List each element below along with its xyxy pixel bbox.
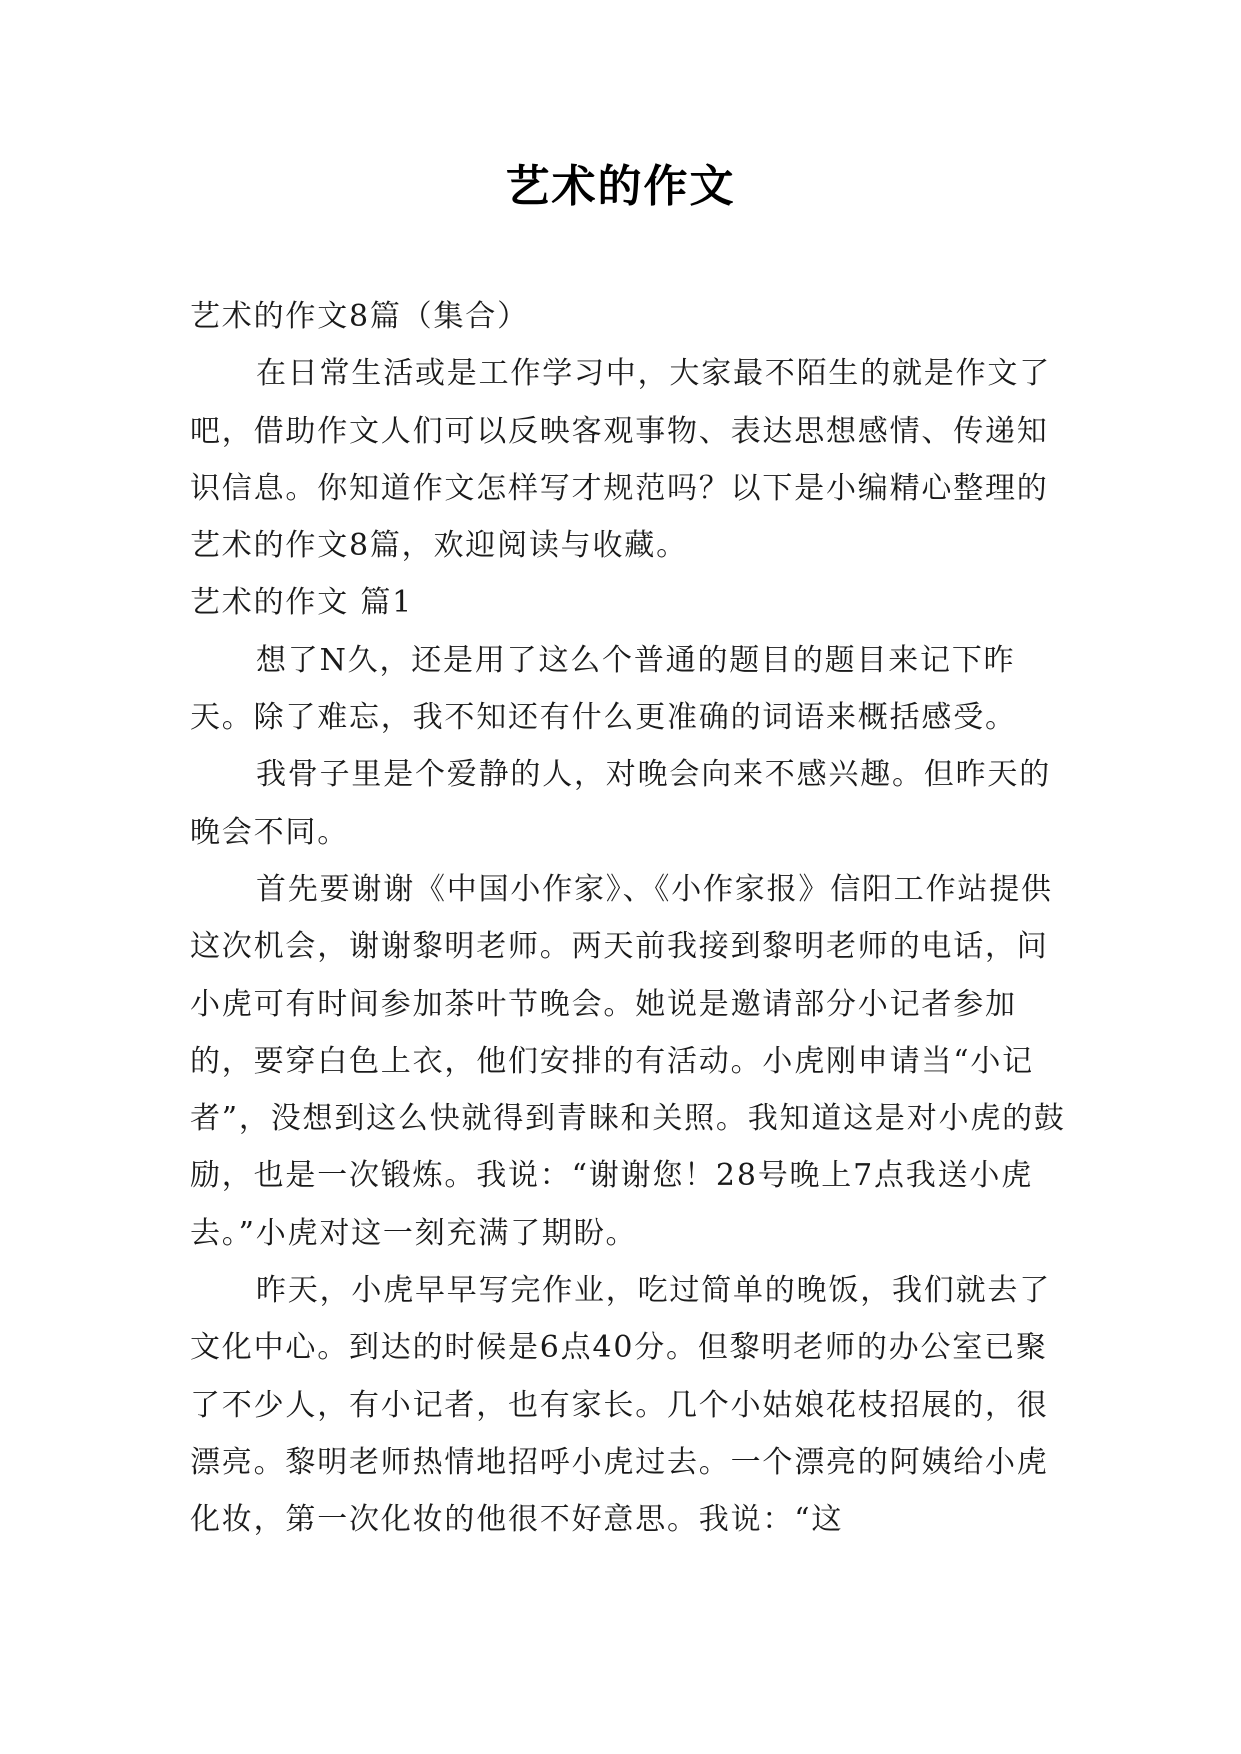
paragraph: 昨天，小虎早早写完作业，吃过简单的晚饭，我们就去了文化中心。到达的时候是6点40分。但黎明老师的办公室已聚了不少人，有小记者，也有家长。几个小姑娘花枝招展的，很漂亮。黎明老师热情地招呼小虎过去。一个漂亮的阿姨给小虎化妆，第一次化妆的他很不好意思。我说：“这	[190, 1273, 1051, 1538]
section-heading: 艺术的作文 篇1	[190, 585, 414, 621]
paragraph: 我骨子里是个爱静的人，对晚会向来不感兴趣。但昨天的晚会不同。	[190, 757, 1051, 850]
subtitle-line: 艺术的作文8篇（集合）	[190, 299, 529, 334]
paragraph: 想了N久，还是用了这么个普通的题目的题目来记下昨天。除了难忘，我不知还有什么更准确的词语来概括感受。	[190, 642, 1017, 736]
document-body	[190, 288, 1070, 1549]
intro-paragraph: 在日常生活或是工作学习中，大家最不陌生的就是作文了吧，借助作文人们可以反映客观事物、表达思想感情、传递知识信息。你知道作文怎样写才规范吗？以下是小编精心整理的艺术的作文8篇，欢迎阅读与收藏。	[190, 356, 1051, 564]
paragraph: 首先要谢谢《中国小作家》、《小作家报》信阳工作站提供这次机会，谢谢黎明老师。两天前我接到黎明老师的电话，问小虎可有时间参加茶叶节晚会。她说是邀请部分小记者参加的，要穿白色上衣，他们安排的有活动。小虎刚申请当“小记者”，没想到这么快就得到青睐和关照。我知道这是对小虎的鼓励，也是一次锻炼。我说：“谢谢您！28号晚上7点我送小虎去。”小虎对这一刻充满了期盼。	[190, 871, 1066, 1251]
document-title: 艺术的作文	[505, 161, 736, 212]
